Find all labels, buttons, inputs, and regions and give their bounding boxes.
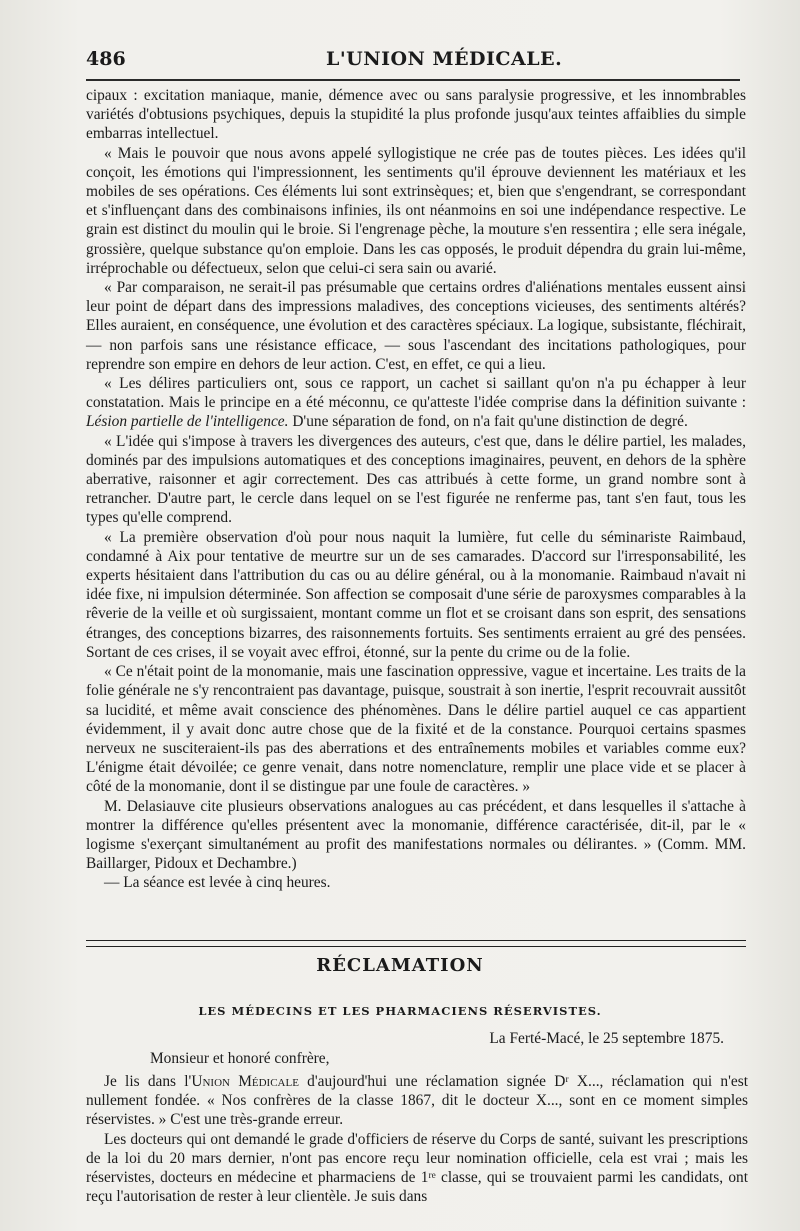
- paragraph-text: Je lis dans l': [104, 1073, 192, 1090]
- paragraph: [86, 1072, 748, 1130]
- paragraph: cipaux : excitation maniaque, manie, démence avec ou sans paralysie progressive, et les innombrables variétés d'obtusions psychiques, depuis la stupidité la plus profonde jusqu'aux teintes affaiblies du simple embarras intellectuel.: [86, 87, 746, 143]
- paragraph: Les docteurs qui ont demandé le grade d'officiers de réserve du Corps de santé, suivant les prescriptions de la loi du 20 mars dernier, n'ont pas encore reçu leur nomination officielle, cela est vrai ; mais les réservistes, docteurs en médecine et pharmaciens de 1ʳᵉ classe, qui se trouvaient parmi les candidats, ont reçu l'autorisation de rester à leur clientèle. Je suis dans: [86, 1130, 748, 1206]
- paragraph: M. Delasiauve cite plusieurs observations analogues au cas précédent, et dans lesquelles il s'attache à montrer la différence qu'elles présentent avec la monomanie, différence caractérisée, dit-il, par le « logisme s'exerçant simultanément au profit des manifestations normales ou délirantes. » (Comm. MM. Baillarger, Pidoux et Dechambre.): [86, 797, 746, 873]
- paragraph-text: « Les délires particuliers ont, sous ce rapport, un cachet si saillant qu'on n'a pu échapper à leur constatation. Mais le principe en a été méconnu, ce qu'atteste l'idée comprise dans la définition suivante :: [86, 375, 746, 412]
- section-title: RÉCLAMATION: [316, 955, 484, 976]
- paragraph: « Mais le pouvoir que nous avons appelé syllogistique ne crée pas de toutes pièces. Les idées qu'il conçoit, les émotions qui l'impressionnent, les sentiments qu'il éprouve deviennent les matériaux et les mobiles de ses opérations. Ces éléments lui sont extrinsèques; et, bien que s'engendrant, se correspondant et s'influençant dans des combinaisons infinies, ils ont néanmoins en soi une indépendance respective. Le grain est distinct du moulin qui le broie. Si l'engrenage pèche, la mouture s'en ressentira ; elle sera inégale, grossière, quelque substance qu'on emploie. Dans les cas opposés, le produit dépendra du grain lui-même, irréprochable ou défectueux, selon que celui-ci sera sain ou avarié.: [86, 144, 746, 277]
- running-title: L'UNION MÉDICALE.: [326, 48, 563, 70]
- paragraph: [86, 374, 746, 432]
- page-number: 486: [86, 48, 126, 70]
- article-body: [86, 86, 746, 893]
- salutation: Monsieur et honoré confrère,: [150, 1050, 330, 1067]
- paragraph: « La première observation d'où pour nous naquit la lumière, fut celle du séminariste Raimbaud, condamné à Aix pour tentative de meurtre sur un de ses camarades. D'accord sur l'irresponsabilité, les experts hésitaient dans l'attribution du cas ou au délire général, ou à la monomanie. Raimbaud n'avait ni idée fixe, ni impulsion déterminée. Son affection se composait d'une série de paroxysmes comparables à la rêverie de la veille et où surgissaient, montant comme un flot et se croisant dans son esprit, des sensations étranges, des conceptions bizarres, des raisonnements fortuits. Ses sentiments erraient au gré des pensées. Sortant de ces crises, il se voyait avec effroi, étonné, sur la pente du crime ou de la folie.: [86, 528, 746, 661]
- paragraph: « L'idée qui s'impose à travers les divergences des auteurs, c'est que, dans le délire partiel, les malades, dominés par des impulsions automatiques et des conceptions imaginaires, peuvent, en dehors de la sphère aberrative, raisonner et agir correctement. Des cas attribués à cette forme, un grand nombre sont à retrancher. D'autre part, le cercle dans lequel on se l'est figurée ne renferme pas, tant s'en faut, tous les types qu'elle comprend.: [86, 432, 746, 527]
- closing-line: — La séance est levée à cinq heures.: [104, 874, 331, 892]
- dateline: La Ferté-Macé, le 25 septembre 1875.: [489, 1030, 724, 1047]
- section-divider: [86, 940, 746, 947]
- paragraph: « Par comparaison, ne serait-il pas présumable que certains ordres d'aliénations mentales eussent ainsi leur point de départ dans des impressions maladives, des conceptions vicieuses, des sentiments altérés? Elles auraient, en conséquence, une évolution et des caractères spéciaux. La logique, subsistante, fléchirait, — non parfois sans une résistance efficace, — sous l'ascendant des incitations pathologiques, pour reprendre son empire en dehors de leur action. C'est, en effet, ce qui a lieu.: [86, 279, 746, 373]
- letter-body: [86, 1072, 748, 1206]
- italic-definition: Lésion partielle de l'intelligence.: [86, 413, 289, 431]
- header-rule: [86, 79, 740, 81]
- page-header: [86, 44, 746, 74]
- paragraph-text: D'une séparation de fond, on n'a fait qu'une distinction de degré.: [288, 413, 688, 431]
- paragraph-text: d'aujourd'hui une réclamation signée Dʳ X..., réclamation qui n'est nullement fondée. « Nos confrères de la classe 1867, dit le docteur X..., sont en ce moment simples réservistes. » C'est une très-grande erreur.: [86, 1073, 748, 1129]
- section-subheading: LES MÉDECINS ET LES PHARMACIENS RÉSERVISTES.: [198, 1004, 602, 1018]
- journal-name: Union Médicale: [191, 1073, 299, 1090]
- paragraph: « Ce n'était point de la monomanie, mais une fascination oppressive, vague et incertaine. Les traits de la folie générale ne s'y rencontraient pas davantage, puisque, soustrait à son inertie, l'esprit recouvrait aussitôt sa lucidité, et même avait conscience des phénomènes. Dans le délire partiel auquel ce cas appartient évidemment, il y avait donc autre chose que de la fixité et de la constance. Pourquoi certains spasmes nerveux ne susciteraient-ils pas des aberrations et des entraînements mobiles et variables comme eux? L'énigme était dévoilée; ce genre venait, dans notre nomenclature, remplir une place vide et se placer à côté de la monomanie, dont il se distingue par une foule de caractères. »: [86, 663, 746, 796]
